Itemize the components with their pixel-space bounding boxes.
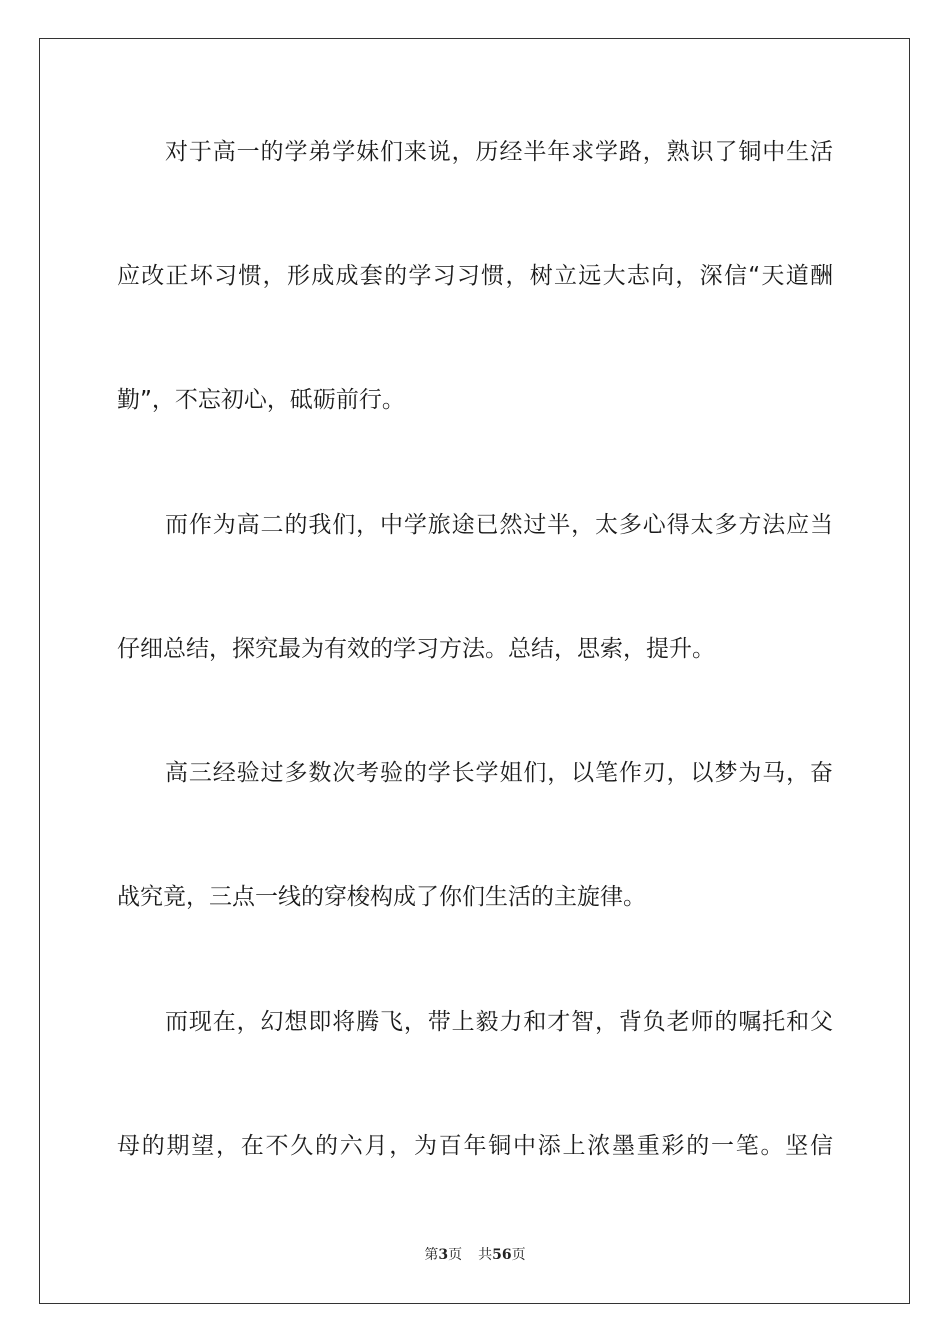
page-border [39,38,910,1304]
paragraph-3-line-2: 战究竟，三点一线的穿梭构成了你们生活的主旋律。 [117,884,646,910]
paragraph-1-line-2: 应改正坏习惯，形成成套的学习习惯，树立远大志向，深信“天道酬 [117,263,833,289]
footer-page-current: 3 [438,1247,449,1263]
footer-page-prefix: 第 [424,1247,439,1263]
footer-total-prefix: 共 [478,1247,493,1263]
page-footer [0,1245,950,1265]
paragraph-3-line-1: 高三经验过多数次考验的学长学姐们，以笔作刃，以梦为马，奋 [165,760,833,786]
paragraph-2-line-2: 仔细总结，探究最为有效的学习方法。总结，思索，提升。 [117,636,715,662]
footer-page-total: 56 [492,1247,512,1263]
paragraph-4-line-1: 而现在，幻想即将腾飞，带上毅力和才智，背负老师的嘱托和父 [165,1009,833,1035]
paragraph-1-line-1: 对于高一的学弟学妹们来说，历经半年求学路，熟识了铜中生活 [165,139,833,165]
paragraph-1-line-3: 勤”，不忘初心，砥砺前行。 [117,387,405,413]
footer-page-suffix: 页 [448,1247,463,1263]
paragraph-4-line-2: 母的期望，在不久的六月，为百年铜中添上浓墨重彩的一笔。坚信 [117,1133,833,1159]
paragraph-2-line-1: 而作为高二的我们，中学旅途已然过半，太多心得太多方法应当 [165,512,833,538]
footer-total-suffix: 页 [511,1247,526,1263]
